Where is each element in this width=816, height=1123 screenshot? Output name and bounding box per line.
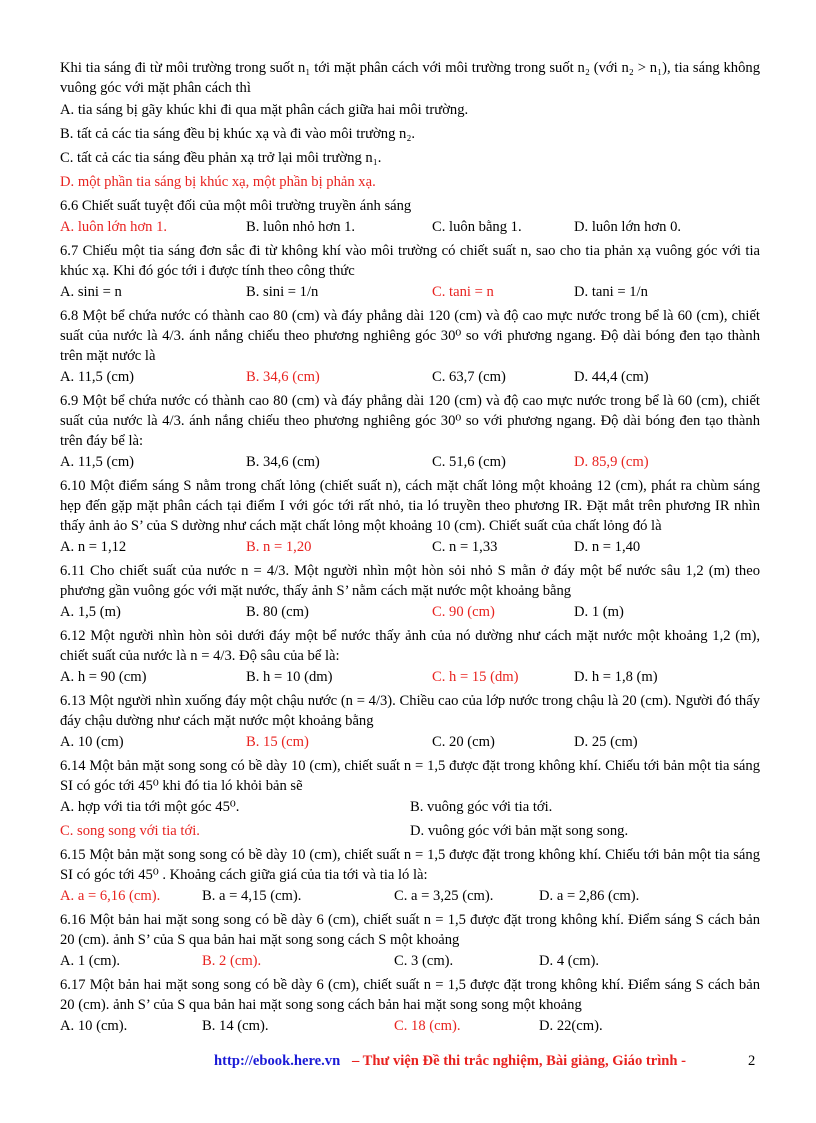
options-row	[60, 537, 760, 557]
option-c-correct: C. tani = n	[432, 284, 494, 300]
option-d: D. 22(cm).	[539, 1018, 603, 1034]
question-text: 6.11 Cho chiết suất của nước n = 4/3. Một người nhìn một hòn sỏi nhỏ S mằn ở đáy một bể nước sâu 1,2 (m) theo phương gần vuông góc với mặt nước, thấy ảnh S’ nằm cách mặt nước một khoảng bằng	[60, 563, 760, 599]
question-6-13	[60, 691, 760, 752]
question-text: 6.12 Một người nhìn hòn sỏi dưới đáy một bể nước thấy ảnh của nó dường như cách mặt nước một khoảng 1,2 (m), chiết suất của nước là n = 4/3. Độ sâu của bể là:	[60, 628, 760, 664]
options-row	[60, 951, 760, 971]
options-row	[60, 667, 760, 687]
options-row	[60, 821, 760, 841]
option-b-correct: B. n = 1,20	[246, 539, 312, 555]
option-b-correct: B. 2 (cm).	[202, 953, 262, 969]
question-text: 6.6 Chiết suất tuyệt đối của một môi trường truyền ánh sáng	[60, 198, 412, 214]
option-a: A. hợp với tia tới một góc 45⁰.	[60, 799, 240, 815]
footer-library-text: – Thư viện Đề thi trắc nghiệm, Bài giảng, Giáo trình -	[352, 1053, 687, 1069]
options-row	[60, 1016, 760, 1036]
option-a: A. sini = n	[60, 284, 122, 300]
question-6-17	[60, 975, 760, 1036]
question-6-10	[60, 476, 760, 557]
option-a-correct: A. luôn lớn hơn 1.	[60, 219, 168, 235]
question-text: 6.7 Chiếu một tia sáng đơn sắc đi từ không khí vào môi trường có chiết suất n, sao cho tia phản xạ vuông góc với tia khúc xạ. Khi đó góc tới i được tính theo công thức	[60, 243, 760, 279]
question-text: 6.14 Một bản mặt song song có bề dày 10 (cm), chiết suất n = 1,5 được đặt trong không khí. Chiếu tới bản một tia sáng SI có góc tới 45⁰ khi đó tia ló khỏi bản sẽ	[60, 758, 760, 794]
option-a-correct: A. a = 6,16 (cm).	[60, 888, 161, 904]
option-b: B. a = 4,15 (cm).	[202, 888, 302, 904]
question-6-15	[60, 845, 760, 906]
option-c-correct: C. 18 (cm).	[394, 1018, 461, 1034]
option-a: A. 10 (cm)	[60, 734, 124, 750]
option-d: D. 25 (cm)	[573, 734, 638, 750]
option-b: B. h = 10 (dm)	[246, 669, 333, 685]
options-row	[60, 602, 760, 622]
question-6-8	[60, 306, 760, 387]
options-row	[60, 367, 760, 387]
question-text: 6.10 Một điểm sáng S nằm trong chất lỏng (chiết suất n), cách mặt chất lỏng một khoảng 12 (cm), phát ra chùm sáng hẹp đến gặp mặt phân cách tại điểm I với góc tới rất nhỏ, tia ló truyền theo phương IR. Đặt mắt trên phương IR nhìn thấy ảnh ảo S’ của S dường như cách mặt chất lỏng một khoảng 10 (cm). Chiết suất của chất lỏng đó là	[60, 478, 760, 534]
question-6-7	[60, 241, 760, 302]
question-text: 6.8 Một bể chứa nước có thành cao 80 (cm) và đáy phẳng dài 120 (cm) và độ cao mực nước trong bể là 60 (cm), chiết suất của nước là 4/3. ánh nắng chiếu theo phương nghiêng góc 30⁰ so với phương ngang. Độ dài bóng đen tạo thành trên mặt nước là	[60, 308, 760, 364]
question-text: 6.9 Một bể chứa nước có thành cao 80 (cm) và đáy phẳng dài 120 (cm) và độ cao mực nước trong bể là 60 (cm), chiết suất của nước là 4/3. ánh nắng chiếu theo phương nghiêng góc 30⁰ so với phương ngang. Độ dài bóng đen tạo thành trên đáy bể là:	[60, 393, 760, 449]
option-d-correct: D. một phần tia sáng bị khúc xạ, một phần bị phản xạ.	[60, 174, 376, 190]
question-text: Khi tia sáng đi từ môi trường trong suốt n₁ tới mặt phân cách với môi trường trong suốt n₂ (với n₂ > n₁), tia sáng không vuông góc với mặt phân cách thì	[60, 60, 760, 96]
option-d: D. luôn lớn hơn 0.	[573, 219, 682, 235]
question-6-6	[60, 196, 760, 237]
question-intro	[60, 58, 760, 192]
option-c: C. a = 3,25 (cm).	[394, 888, 494, 904]
question-6-16	[60, 910, 760, 971]
question-6-12	[60, 626, 760, 687]
option-a: A. 1 (cm).	[60, 953, 120, 969]
question-text: 6.15 Một bản mặt song song có bề dày 10 (cm), chiết suất n = 1,5 được đặt trong không khí. Chiếu tới bản một tia sáng SI có góc tới 45⁰ . Khoảng cách giữa giá của tia tới và tia ló là:	[60, 847, 760, 883]
options-row	[60, 452, 760, 472]
option-a: A. 11,5 (cm)	[60, 369, 135, 385]
option-b: B. luôn nhỏ hơn 1.	[246, 219, 356, 235]
option-b-correct: B. 15 (cm)	[246, 734, 309, 750]
option-d: D. 4 (cm).	[539, 953, 599, 969]
option-a: A. tia sáng bị gãy khúc khi đi qua mặt phân cách giữa hai môi trường.	[60, 102, 469, 118]
option-a: A. n = 1,12	[60, 539, 127, 555]
option-b: B. sini = 1/n	[246, 284, 319, 300]
options-row	[60, 886, 760, 906]
option-d: D. 44,4 (cm)	[573, 369, 649, 385]
option-d: D. n = 1,40	[573, 539, 641, 555]
option-d: D. a = 2,86 (cm).	[539, 888, 640, 904]
option-d: D. tani = 1/n	[573, 284, 648, 300]
options-row	[60, 797, 760, 817]
option-d: D. 1 (m)	[573, 604, 624, 620]
question-text: 6.17 Một bản hai mặt song song có bề dày 6 (cm), chiết suất n = 1,5 được đặt trong không khí. Điểm sáng S cách bản 20 (cm). ảnh S’ của S qua bản hai mặt song song cách bản hai mặt song song một khoảng	[60, 977, 760, 1013]
footer-link[interactable]: http://ebook.here.vn	[214, 1053, 341, 1069]
option-a: A. 10 (cm).	[60, 1018, 128, 1034]
question-text: 6.16 Một bản hai mặt song song có bề dày 6 (cm), chiết suất n = 1,5 được đặt trong không khí. Điểm sáng S cách bản 20 (cm). ảnh S’ của S qua bản hai mặt song song cách S một khoảng	[60, 912, 760, 948]
option-c-correct: C. song song với tia tới.	[60, 823, 200, 839]
question-6-11	[60, 561, 760, 622]
option-c: C. 63,7 (cm)	[432, 369, 506, 385]
option-c: C. luôn bằng 1.	[432, 219, 522, 235]
option-a: A. 11,5 (cm)	[60, 454, 135, 470]
option-d: D. h = 1,8 (m)	[573, 669, 658, 685]
option-d: D. vuông góc với bản mặt song song.	[410, 823, 629, 839]
question-6-9	[60, 391, 760, 472]
options-row	[60, 732, 760, 752]
option-b: B. 14 (cm).	[202, 1018, 269, 1034]
option-c: C. 51,6 (cm)	[432, 454, 506, 470]
option-c: C. 20 (cm)	[432, 734, 495, 750]
option-b: B. tất cả các tia sáng đều bị khúc xạ và đi vào môi trường n₂.	[60, 126, 416, 142]
question-text: 6.13 Một người nhìn xuống đáy một chậu nước (n = 4/3). Chiều cao của lớp nước trong chậu là 20 (cm). Người đó thấy đáy chậu dường như cách mặt nước một khoảng bằng	[60, 693, 760, 729]
option-c: C. 3 (cm).	[394, 953, 454, 969]
option-c: C. n = 1,33	[432, 539, 498, 555]
document-page	[60, 58, 760, 1040]
options-row	[60, 217, 760, 237]
option-b: B. 34,6 (cm)	[246, 454, 320, 470]
page-number: 2	[748, 1053, 756, 1069]
option-a: A. h = 90 (cm)	[60, 669, 147, 685]
option-b-correct: B. 34,6 (cm)	[246, 369, 320, 385]
option-a: A. 1,5 (m)	[60, 604, 121, 620]
option-d-correct: D. 85,9 (cm)	[573, 454, 649, 470]
option-c-correct: C. 90 (cm)	[432, 604, 495, 620]
question-6-14	[60, 756, 760, 841]
option-b: B. 80 (cm)	[246, 604, 309, 620]
option-c: C. tất cả các tia sáng đều phản xạ trở lại môi trường n₁.	[60, 150, 382, 166]
option-b: B. vuông góc với tia tới.	[410, 799, 553, 815]
option-c-correct: C. h = 15 (dm)	[432, 669, 519, 685]
options-row	[60, 282, 760, 302]
